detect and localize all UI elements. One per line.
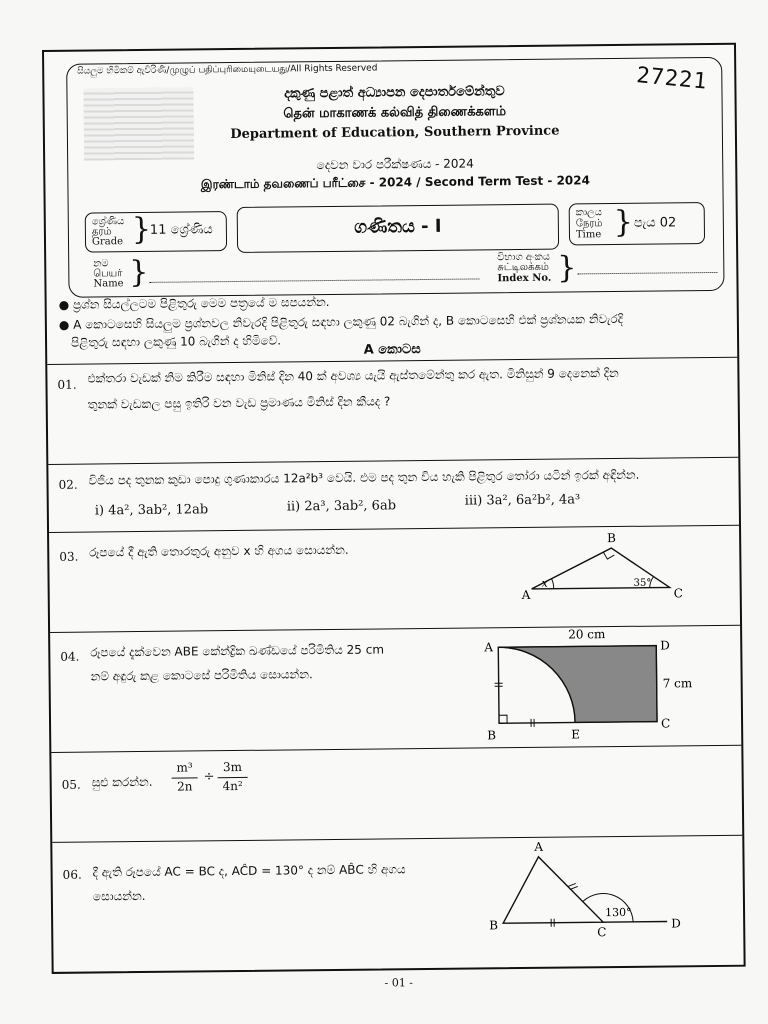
q5-expression — [171, 760, 281, 801]
q6-line1: දී ඇති රූපයේ AC = BC ද, AĈD = 130° ද නම් AB̂C හි අගය — [92, 862, 406, 880]
grade-label-si: ශ්‍රේණිය — [91, 216, 125, 228]
index-label-en: Index No. — [497, 272, 552, 285]
fraction1-numerator: m³ — [176, 760, 193, 775]
label-c: C — [661, 716, 671, 731]
divider — [48, 457, 738, 465]
index-label-ta: சுட்டிலக்கம் — [497, 261, 549, 274]
name-label-ta: பெயர் — [93, 268, 123, 280]
time-box — [569, 202, 705, 245]
q4-line1: රූපයේ දැක්වෙන ABE කේන්ද්‍රික ඛණ්ඩයේ පරිමිතිය 25 cm — [90, 642, 385, 660]
fraction1-denominator: 2n — [176, 779, 193, 794]
q5-line1: සුළු කරන්න. — [91, 774, 153, 790]
label-d: D — [671, 916, 681, 931]
triangle-abc-figure — [519, 525, 700, 607]
dept-tamil: தென் மாகாணக் கல்வித் திணைக்களம் — [283, 104, 507, 122]
page-number: - 01 - — [384, 976, 414, 990]
q1-line2: තුනක් වැඩකල පසු ඉතිරි වන වැඩ ප්‍රමාණය මිනිස් දින කීයද ? — [87, 394, 391, 412]
name-label-en: Name — [93, 278, 124, 290]
dept-sinhala: දකුණු පළාත් අධ්‍යාපන දෙපාර්තමේන්තුව — [284, 84, 505, 102]
q3-number: 03. — [59, 549, 79, 564]
index-brace: } — [557, 250, 577, 286]
tick-mark — [568, 883, 576, 886]
section-title: A කොටස — [363, 342, 421, 358]
shaded-region — [498, 646, 657, 724]
grade-label-ta: தரம் — [91, 226, 112, 238]
extended-line — [603, 922, 667, 923]
index-field[interactable] — [577, 272, 717, 274]
time-label-si: කාලය — [575, 207, 603, 219]
exam-page — [42, 43, 746, 990]
top-length-label: 20 cm — [568, 627, 606, 642]
q2-line1: විජිය පද තුනක කුඩා පොදු ගුණාකාරය 12a²b³ වෙයි. එම පද තුන විය හැකි පිළිතුර තෝරා යටින් ඉරක් අඳින්න. — [88, 467, 640, 488]
triangle-acd-figure — [482, 835, 713, 947]
instruction-3: පිළිතුරු සඳහා ලකුණු 10 බැගින් ද හිමිවේ. — [70, 333, 282, 350]
triangle-shape — [502, 856, 603, 923]
divider — [51, 745, 741, 753]
q2-number: 02. — [58, 477, 78, 492]
angle-a-arc — [552, 579, 554, 589]
q6-line2: සොයන්න. — [92, 888, 146, 904]
time-value: පැය 02 — [633, 215, 677, 231]
name-label-si: නම — [93, 258, 109, 270]
label-d: D — [660, 638, 670, 653]
q2-option-1[interactable]: i) 4a², 3ab², 12ab — [94, 502, 209, 519]
rights-notice: සියලුම හිමිකම් ඇවිරිණි/முழுப் பதிப்புரிமையுடையது/All Rights Reserved — [77, 63, 378, 77]
fraction2-denominator: 4n² — [222, 778, 243, 794]
time-label-en: Time — [575, 229, 602, 241]
time-label-ta: நேரம் — [575, 218, 603, 230]
name-row — [89, 250, 729, 293]
angle-x-label: x — [541, 576, 548, 590]
grade-brace: } — [131, 211, 152, 248]
subject-title: ගණිතය - I — [354, 215, 442, 238]
right-angle-mark — [499, 715, 507, 723]
label-a: A — [484, 640, 494, 655]
exam-title-tamil-english: இரண்டாம் தவணைப் பரீட்சை - 2024 / Second Term Test - 2024 — [200, 173, 591, 192]
grade-box — [85, 211, 227, 252]
label-a: A — [521, 587, 531, 603]
angle-c-label: 35° — [633, 577, 652, 589]
label-c: C — [597, 925, 607, 940]
q5-number: 05. — [61, 777, 81, 792]
label-c: C — [673, 586, 683, 601]
division-sign: ÷ — [203, 769, 215, 785]
subject-box — [237, 204, 559, 253]
label-a: A — [534, 839, 544, 854]
label-e: E — [571, 727, 581, 742]
q1-number: 01. — [57, 377, 77, 392]
label-b: B — [489, 918, 499, 933]
time-brace: } — [613, 204, 634, 241]
exam-title-sinhala: දෙවන වාර පරීක්ෂණය - 2024 — [316, 156, 474, 173]
header-box — [66, 57, 724, 298]
name-brace: } — [129, 254, 149, 291]
q4-line2: නම් අඳුරු කළ කොටසේ පරිමිතිය සොයන්න. — [90, 667, 313, 684]
tick-mark — [570, 886, 578, 889]
q6-number: 06. — [62, 867, 82, 882]
instruction-1: ● ප්‍රශ්න සියල්ලටම පිළිතුරු මෙම පත්‍රයේ ම සපයන්න. — [58, 295, 330, 312]
grade-value: 11 ශ්‍රේණිය — [149, 222, 213, 238]
sector-rectangle-figure — [480, 623, 721, 746]
fraction2-numerator: 3m — [222, 759, 243, 775]
name-field[interactable] — [149, 278, 479, 282]
grade-label-en: Grade — [91, 236, 124, 248]
angle-label: 130° — [604, 905, 632, 920]
index-label-si: විභාග අංකය — [497, 251, 550, 264]
dept-english: Department of Education, Southern Province — [230, 123, 560, 143]
label-b: B — [607, 531, 617, 546]
q4-number: 04. — [60, 649, 80, 664]
instruction-2: ● A කොටසෙහි සියලුම ප්‍රශ්නවල නිවැරදි පිළිතුරු සඳහා ලකුණු 02 බැගින් ද, B කොටසෙහි එක් ප්‍රශ්නයක නිවැරදි — [58, 311, 624, 332]
serial-number: 27221 — [635, 63, 709, 95]
q2-option-3[interactable]: iii) 3a², 6a²b², 4a³ — [464, 492, 581, 509]
q3-line1: රූපයේ දී ඇති තොරතුරු අනුව x හි අගය සොයන්න. — [89, 542, 349, 560]
q1-line1: එක්තරා වැඩක් නිම කිරීම සඳහා මිනිස් දින 40 ක් අවශ්‍ය යැයි ඇස්තමේන්තු කර ඇත. මිනිසුන් 9 දෙනෙක් දින — [87, 365, 619, 386]
label-b: B — [487, 728, 497, 743]
side-length-label: 7 cm — [662, 676, 693, 691]
q2-option-2[interactable]: ii) 2a³, 3ab², 6ab — [286, 498, 397, 515]
right-angle-mark — [603, 552, 614, 559]
